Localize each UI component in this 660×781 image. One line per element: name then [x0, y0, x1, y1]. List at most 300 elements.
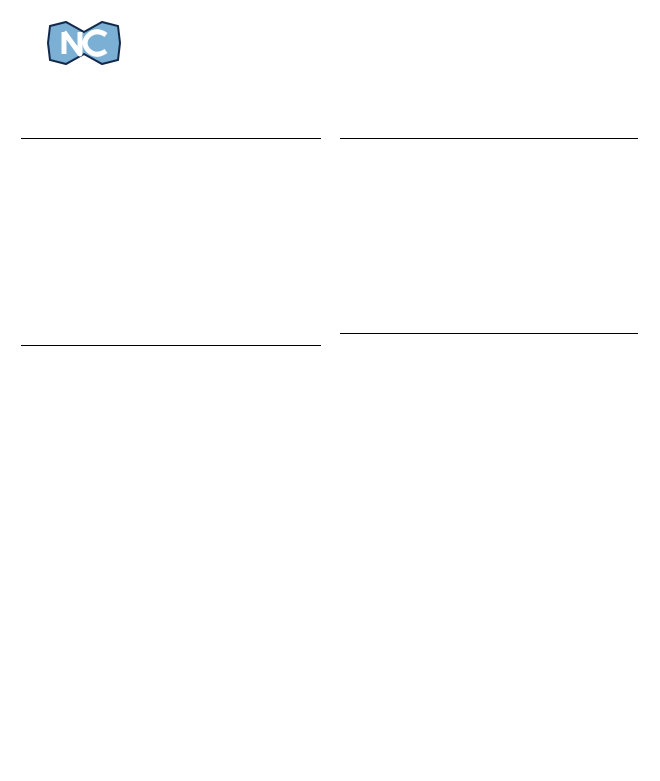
stat-cell	[290, 224, 321, 236]
inning-runs	[135, 429, 154, 441]
pitcher-name	[340, 602, 458, 614]
pitching-stat	[500, 589, 517, 601]
total-cell	[172, 345, 188, 358]
pitching-stat	[155, 553, 171, 565]
stat-cell	[219, 296, 237, 308]
stat-cell	[219, 200, 237, 212]
stat-cell	[188, 284, 203, 296]
stat-cell	[188, 272, 203, 284]
pitching-stat	[458, 541, 483, 553]
team-name	[21, 429, 135, 441]
total-cell	[556, 333, 572, 346]
stat-cell	[237, 187, 253, 199]
stat-cell	[253, 200, 273, 212]
stat-cell	[592, 139, 609, 152]
stat-cell	[172, 212, 188, 224]
stat-cell	[290, 284, 321, 296]
stat-cell	[219, 321, 237, 333]
batter-row	[21, 333, 321, 346]
stat-cell	[592, 236, 609, 248]
stat-cell	[219, 260, 237, 272]
stat-cell	[471, 200, 491, 212]
inning-runs	[271, 429, 290, 441]
player-name	[21, 260, 152, 272]
stat-cell	[152, 272, 172, 284]
batter-row	[21, 321, 321, 333]
pitching-stat	[483, 541, 500, 553]
stat-cell	[273, 296, 290, 308]
column-header	[471, 126, 491, 139]
batter-row	[340, 272, 638, 284]
column-header	[290, 126, 321, 139]
stat-cell	[237, 333, 253, 346]
stat-cell	[237, 151, 253, 163]
stat-cell	[556, 175, 572, 187]
pitching-stat	[517, 553, 534, 565]
stat-cell	[152, 163, 172, 175]
batter-row	[21, 151, 321, 163]
inning-runs	[154, 417, 173, 429]
batter-row	[21, 187, 321, 199]
pitching-stat	[458, 602, 483, 614]
stat-cell	[237, 236, 253, 248]
stat-cell	[203, 224, 219, 236]
stat-cell	[592, 187, 609, 199]
stat-cell	[253, 272, 273, 284]
column-header	[203, 126, 219, 139]
stat-cell	[491, 139, 507, 152]
stat-cell	[507, 224, 522, 236]
column-header	[219, 126, 237, 139]
total-cell	[507, 333, 522, 346]
column-header	[507, 126, 522, 139]
stat-cell	[172, 296, 188, 308]
pitching-column-header	[171, 529, 187, 541]
stat-cell	[522, 200, 538, 212]
stat-cell	[471, 151, 491, 163]
batter-row	[21, 224, 321, 236]
stat-cell	[522, 187, 538, 199]
stat-cell	[522, 224, 538, 236]
stat-cell	[592, 272, 609, 284]
stat-cell	[237, 175, 253, 187]
stat-cell	[172, 224, 188, 236]
stat-cell	[152, 175, 172, 187]
stat-cell	[237, 248, 253, 260]
pitching-stat	[483, 602, 500, 614]
batter-row	[21, 175, 321, 187]
stat-cell	[273, 224, 290, 236]
pitching-stat	[534, 541, 551, 553]
stat-cell	[152, 296, 172, 308]
stat-cell	[219, 272, 237, 284]
stat-cell	[172, 236, 188, 248]
stat-cell	[609, 260, 638, 272]
pitching-stat	[203, 541, 219, 553]
rhe-value	[338, 417, 367, 429]
stat-cell	[522, 248, 538, 260]
unc-pitching-table	[21, 529, 299, 589]
stat-cell	[572, 151, 592, 163]
stat-cell	[507, 163, 522, 175]
stat-cell	[152, 200, 172, 212]
team-name	[21, 417, 135, 429]
player-name	[340, 212, 471, 224]
stat-cell	[609, 175, 638, 187]
batter-row	[340, 200, 638, 212]
stat-cell	[507, 272, 522, 284]
stat-cell	[522, 151, 538, 163]
batter-row	[340, 296, 638, 308]
stat-cell	[219, 236, 237, 248]
stat-cell	[572, 175, 592, 187]
batter-row	[340, 163, 638, 175]
total-cell	[592, 333, 609, 346]
pitching-stat	[517, 577, 534, 589]
pitcher-name	[340, 553, 458, 565]
pitching-stat	[534, 553, 551, 565]
stat-cell	[152, 333, 172, 346]
pitching-stat	[219, 577, 235, 589]
stat-cell	[592, 248, 609, 260]
pitching-stat	[551, 577, 568, 589]
pitching-stat	[219, 553, 235, 565]
stat-cell	[572, 236, 592, 248]
stat-cell	[538, 260, 556, 272]
stat-cell	[609, 163, 638, 175]
pitching-stat	[155, 577, 171, 589]
rhe-header	[338, 405, 367, 417]
stat-cell	[592, 321, 609, 334]
stat-cell	[556, 163, 572, 175]
stat-cell	[152, 248, 172, 260]
player-name	[21, 212, 152, 224]
pitching-stat	[534, 565, 551, 577]
inning-runs	[135, 417, 154, 429]
inning-runs	[290, 429, 309, 441]
stat-cell	[152, 139, 172, 152]
batter-row	[21, 260, 321, 272]
player-name	[340, 151, 471, 163]
pitching-stat	[585, 565, 606, 577]
pitching-stat	[235, 577, 253, 589]
total-cell	[471, 333, 491, 346]
player-name	[340, 236, 471, 248]
stat-cell	[203, 212, 219, 224]
pitching-stat	[203, 553, 219, 565]
pitcher-row	[340, 553, 638, 565]
inning-runs	[271, 417, 290, 429]
stat-cell	[152, 212, 172, 224]
batter-row	[340, 260, 638, 272]
batter-row	[21, 200, 321, 212]
player-name	[21, 224, 152, 236]
batter-row	[340, 236, 638, 248]
inning-runs	[222, 429, 241, 441]
stat-cell	[237, 321, 253, 333]
pitching-column-header	[483, 529, 500, 541]
stat-cell	[203, 187, 219, 199]
pitching-stat	[203, 565, 219, 577]
pitching-stat	[517, 589, 534, 601]
player-name	[21, 200, 152, 212]
pitcher-name	[340, 577, 458, 589]
stat-cell	[592, 200, 609, 212]
stat-cell	[592, 224, 609, 236]
stat-cell	[203, 248, 219, 260]
stat-cell	[522, 175, 538, 187]
nc-interlock-logo	[44, 18, 124, 68]
stat-cell	[188, 224, 203, 236]
pitcher-name	[340, 589, 458, 601]
stat-cell	[203, 321, 219, 333]
pitching-stat	[253, 565, 273, 577]
pitcher-row	[21, 577, 299, 589]
stat-cell	[609, 284, 638, 296]
stat-cell	[609, 212, 638, 224]
batter-row	[21, 272, 321, 284]
stat-cell	[219, 224, 237, 236]
inning-runs	[173, 417, 203, 429]
stat-cell	[273, 200, 290, 212]
pitching-stat	[606, 541, 638, 553]
pitcher-name	[21, 565, 133, 577]
stat-cell	[507, 321, 522, 334]
pitching-stat	[171, 553, 187, 565]
batter-row	[340, 224, 638, 236]
column-header	[172, 126, 188, 139]
pitching-column-header	[458, 529, 483, 541]
stat-cell	[491, 284, 507, 296]
stat-cell	[491, 163, 507, 175]
stat-cell	[188, 212, 203, 224]
stat-cell	[273, 187, 290, 199]
pitcher-row	[21, 565, 299, 577]
pitching-stat	[458, 553, 483, 565]
inning-header	[203, 405, 222, 417]
stat-cell	[538, 175, 556, 187]
stat-cell	[203, 272, 219, 284]
stat-cell	[609, 187, 638, 199]
stat-cell	[609, 236, 638, 248]
column-header	[237, 126, 253, 139]
pitching-stat	[534, 589, 551, 601]
player-name	[21, 284, 152, 296]
batting-header-row	[21, 126, 321, 139]
stat-cell	[538, 151, 556, 163]
pitching-stat	[551, 553, 568, 565]
batter-row	[21, 284, 321, 296]
inning-header	[135, 405, 154, 417]
pitching-stat	[187, 577, 203, 589]
stat-cell	[237, 272, 253, 284]
pitching-stat	[235, 553, 253, 565]
stat-cell	[237, 224, 253, 236]
batter-row	[21, 308, 321, 320]
player-name	[340, 200, 471, 212]
total-cell	[273, 345, 290, 358]
stat-cell	[273, 248, 290, 260]
stat-cell	[203, 260, 219, 272]
inning-runs	[309, 417, 338, 429]
stat-cell	[188, 321, 203, 333]
pitching-stat	[155, 541, 171, 553]
pitching-column-header	[203, 529, 219, 541]
stat-cell	[253, 187, 273, 199]
stat-cell	[273, 333, 290, 346]
stat-cell	[253, 236, 273, 248]
stat-cell	[507, 212, 522, 224]
stat-cell	[471, 308, 491, 320]
pitcher-name	[21, 577, 133, 589]
stat-cell	[203, 175, 219, 187]
stat-cell	[237, 260, 253, 272]
stat-cell	[188, 200, 203, 212]
stat-cell	[538, 272, 556, 284]
total-cell	[188, 345, 203, 358]
pitcher-row	[340, 577, 638, 589]
stat-cell	[273, 308, 290, 320]
stat-cell	[253, 151, 273, 163]
stat-cell	[491, 236, 507, 248]
stat-cell	[290, 212, 321, 224]
total-cell	[538, 333, 556, 346]
stat-cell	[172, 333, 188, 346]
stat-cell	[507, 187, 522, 199]
stat-cell	[203, 284, 219, 296]
pitching-stat	[273, 577, 299, 589]
pitching-team-title	[21, 529, 133, 541]
pitching-column-header	[219, 529, 235, 541]
pitching-stat	[606, 565, 638, 577]
stat-cell	[507, 139, 522, 152]
stat-cell	[538, 139, 556, 152]
stat-cell	[471, 272, 491, 284]
stat-cell	[203, 151, 219, 163]
stat-cell	[507, 200, 522, 212]
pitching-stat	[500, 553, 517, 565]
stat-cell	[538, 308, 556, 320]
stat-cell	[219, 308, 237, 320]
inning-runs	[173, 429, 203, 441]
pitching-stat	[203, 577, 219, 589]
pitching-stat	[517, 541, 534, 553]
rhe-value	[394, 429, 412, 441]
stat-cell	[219, 333, 237, 346]
stat-cell	[592, 151, 609, 163]
stat-cell	[253, 333, 273, 346]
stat-cell	[572, 284, 592, 296]
total-cell	[237, 345, 253, 358]
stat-cell	[592, 308, 609, 320]
pitching-column-header	[500, 529, 517, 541]
stat-cell	[572, 308, 592, 320]
player-name	[340, 296, 471, 308]
pitching-stat	[534, 602, 551, 614]
stat-cell	[172, 187, 188, 199]
pitcher-name	[21, 541, 133, 553]
pitching-stat	[273, 553, 299, 565]
stat-cell	[491, 200, 507, 212]
stat-cell	[538, 187, 556, 199]
stat-cell	[592, 175, 609, 187]
stat-cell	[219, 212, 237, 224]
stat-cell	[290, 200, 321, 212]
batter-row	[340, 151, 638, 163]
stat-cell	[507, 284, 522, 296]
stat-cell	[491, 260, 507, 272]
stat-cell	[237, 212, 253, 224]
stat-cell	[538, 248, 556, 260]
pitching-column-header	[273, 529, 299, 541]
stat-cell	[203, 200, 219, 212]
stat-cell	[556, 284, 572, 296]
stat-cell	[471, 212, 491, 224]
stat-cell	[556, 296, 572, 308]
stat-cell	[522, 139, 538, 152]
total-cell	[290, 345, 321, 358]
stat-cell	[172, 308, 188, 320]
stat-cell	[507, 236, 522, 248]
stat-cell	[592, 212, 609, 224]
column-header	[556, 126, 572, 139]
total-cell	[491, 333, 507, 346]
stat-cell	[219, 284, 237, 296]
player-name	[340, 224, 471, 236]
stat-cell	[556, 260, 572, 272]
pitching-stat	[606, 577, 638, 589]
stat-cell	[253, 175, 273, 187]
stat-cell	[556, 224, 572, 236]
pitching-stat	[517, 602, 534, 614]
pitcher-row	[340, 565, 638, 577]
pitching-stat	[568, 577, 585, 589]
stat-cell	[538, 212, 556, 224]
stat-cell	[237, 284, 253, 296]
stat-cell	[556, 200, 572, 212]
pitching-stat	[500, 602, 517, 614]
stat-cell	[188, 333, 203, 346]
column-header	[491, 126, 507, 139]
player-name	[340, 139, 471, 152]
total-cell	[572, 333, 592, 346]
stat-cell	[609, 308, 638, 320]
stat-cell	[609, 139, 638, 152]
batter-row	[21, 236, 321, 248]
ark-pitching-table	[340, 529, 638, 614]
stat-cell	[491, 175, 507, 187]
stat-cell	[556, 139, 572, 152]
stat-cell	[188, 248, 203, 260]
pitching-stat	[568, 565, 585, 577]
stat-cell	[203, 308, 219, 320]
player-name	[21, 139, 152, 152]
player-name	[340, 187, 471, 199]
stat-cell	[572, 200, 592, 212]
stat-cell	[253, 163, 273, 175]
inning-runs	[309, 429, 338, 441]
inning-header	[173, 405, 203, 417]
stat-cell	[273, 163, 290, 175]
stat-cell	[237, 296, 253, 308]
column-header	[253, 126, 273, 139]
stat-cell	[219, 163, 237, 175]
stat-cell	[572, 212, 592, 224]
inning-runs	[154, 429, 173, 441]
batter-row	[21, 248, 321, 260]
ark-batting-table	[340, 126, 638, 346]
inning-header	[309, 405, 338, 417]
